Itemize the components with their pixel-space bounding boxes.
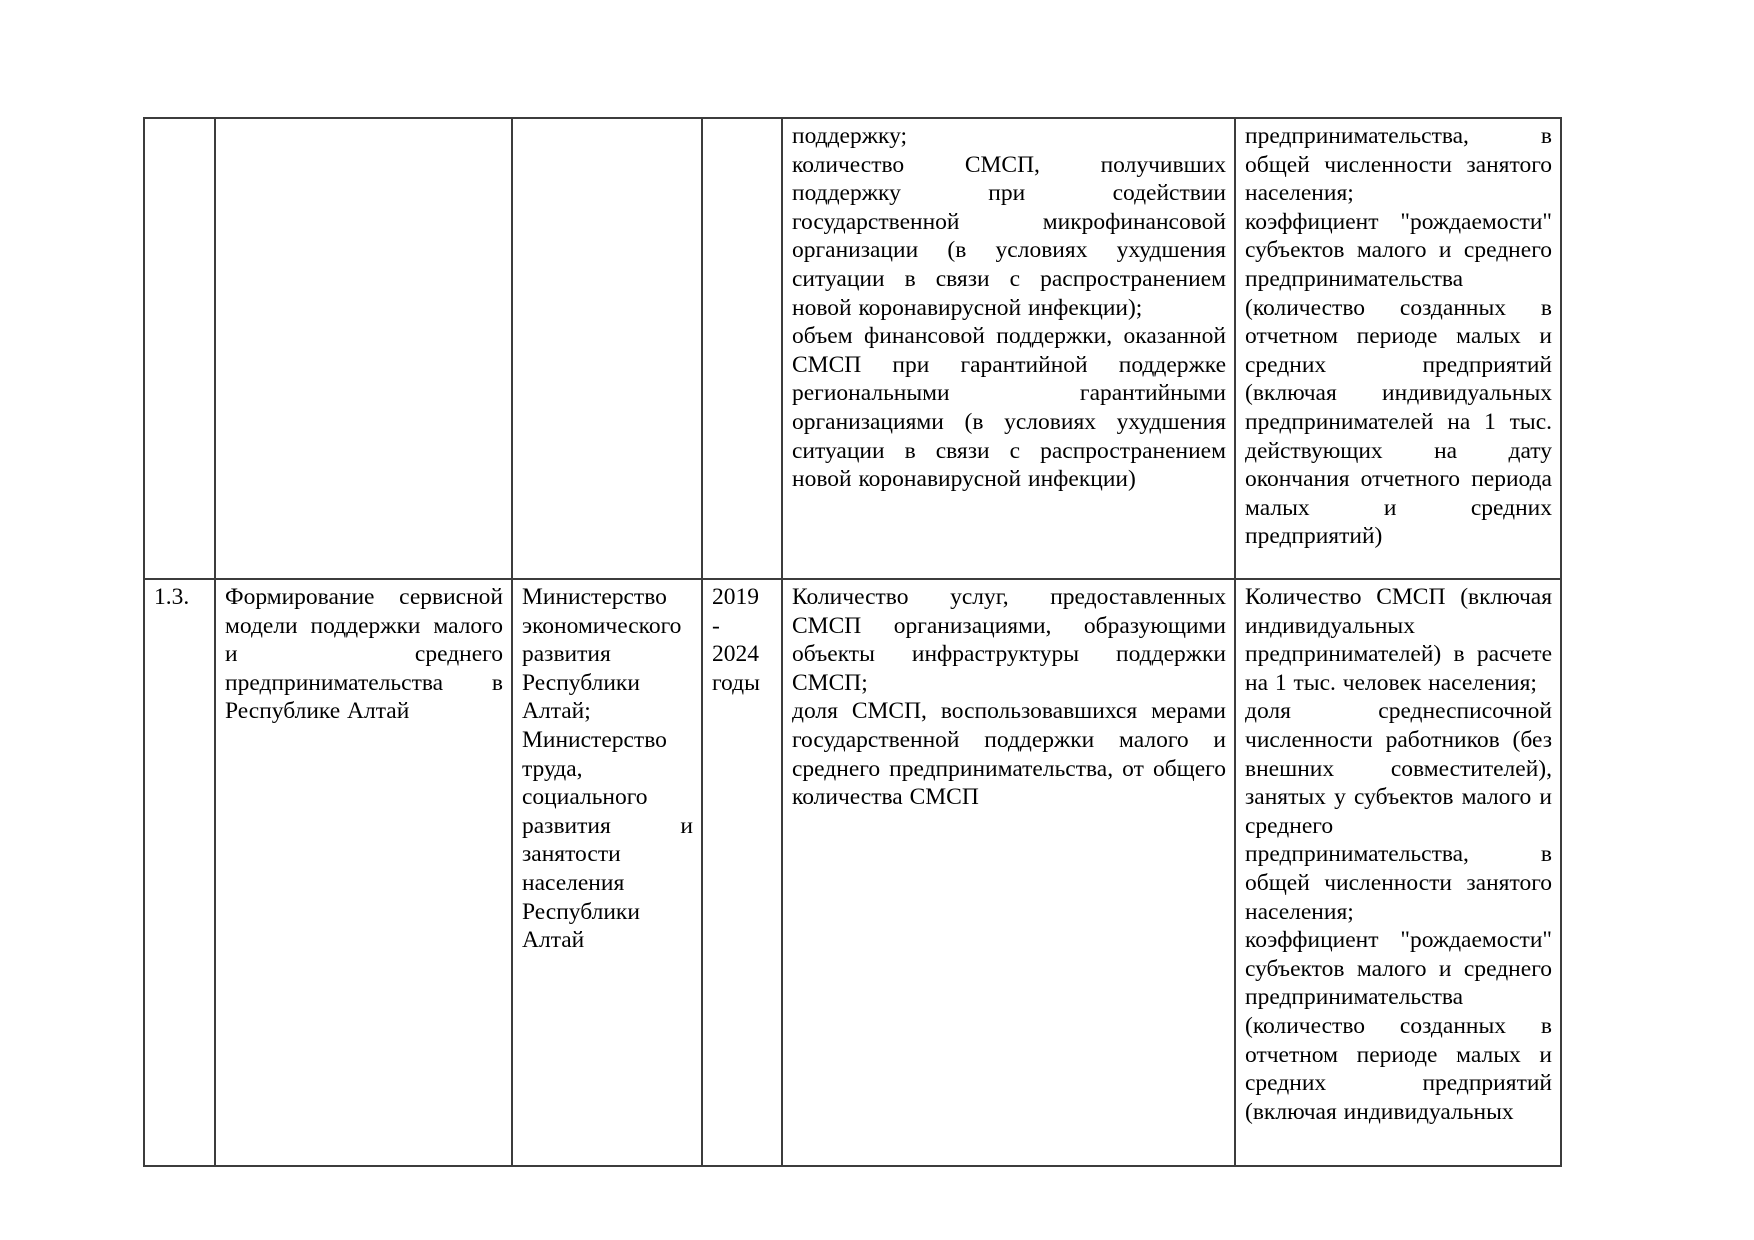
r0-executor-cell: [513, 119, 703, 580]
executor-paragraph: Министерство труда, социального развития и занятости населения Республики Алтай: [522, 726, 693, 954]
indicator-paragraph: Количество услуг, предоставленных СМСП организациями, образующими объекты инфраструктуры поддержки СМСП;: [792, 584, 1226, 696]
target-paragraph: коэффициент "рождаемости" субъектов малого и среднего предпринимательства (количество созданных в отчетном периоде малых и средних предприятий (включая индивидуальных предпринимателей на 1 тыс. действующих на дату окончания отчетного периода малых и средних предприятий): [1245, 208, 1552, 550]
r0-activity-cell: [216, 119, 513, 580]
indicator-paragraph: объем финансовой поддержки, оказанной СМСП при гарантийной поддержке региональными гарантийными организациями (в условиях ухудшения ситуации в связи с распространением новой коронавирусной инфекции): [792, 323, 1226, 493]
period-text: 2019 - 2024 годы: [712, 584, 760, 696]
indicator-paragraph: доля СМСП, воспользовавшихся мерами государственной поддержки малого и среднего предпринимательства, от общего количества СМСП: [792, 698, 1226, 811]
r1-period-cell: [703, 580, 783, 1165]
r0-targets-cell: [1236, 119, 1560, 580]
target-paragraph: предпринимательства, в общей численности занятого населения;: [1245, 123, 1552, 207]
activity-text: Формирование сервисной модели поддержки малого и среднего предпринимательства в Республике Алтай: [225, 584, 503, 725]
target-paragraph: коэффициент "рождаемости" субъектов малого и среднего предпринимательства (количество созданных в отчетном периоде малых и средних предприятий (включая индивидуальных: [1245, 927, 1552, 1125]
indicator-paragraph: поддержку;: [792, 123, 908, 149]
row-number: 1.3.: [154, 584, 190, 610]
target-paragraph: доля среднесписочной численности работников (без внешних совместителей), занятых у субъектов малого и среднего предпринимательства, в общей численности занятого населения;: [1245, 698, 1552, 925]
r1-targets-cell: [1236, 580, 1560, 1165]
r0-indicators-cell: [783, 119, 1236, 580]
r1-indicators-cell: [783, 580, 1236, 1165]
r1-executor-cell: [513, 580, 703, 1165]
r1-activity-cell: [216, 580, 513, 1165]
r0-number-cell: [145, 119, 216, 580]
indicator-paragraph: количество СМСП, получивших поддержку при содействии государственной микрофинансовой организации (в условиях ухудшения ситуации в связи с распространением новой коронавирусной инфекции);: [792, 151, 1226, 321]
r0-period-cell: [703, 119, 783, 580]
r1-number-cell: [145, 580, 216, 1165]
executor-paragraph: Министерство экономического развития Республики Алтай;: [522, 584, 682, 725]
program-table: [143, 117, 1562, 1167]
target-paragraph: Количество СМСП (включая индивидуальных предпринимателей) в расчете на 1 тыс. человек населения;: [1245, 584, 1552, 696]
